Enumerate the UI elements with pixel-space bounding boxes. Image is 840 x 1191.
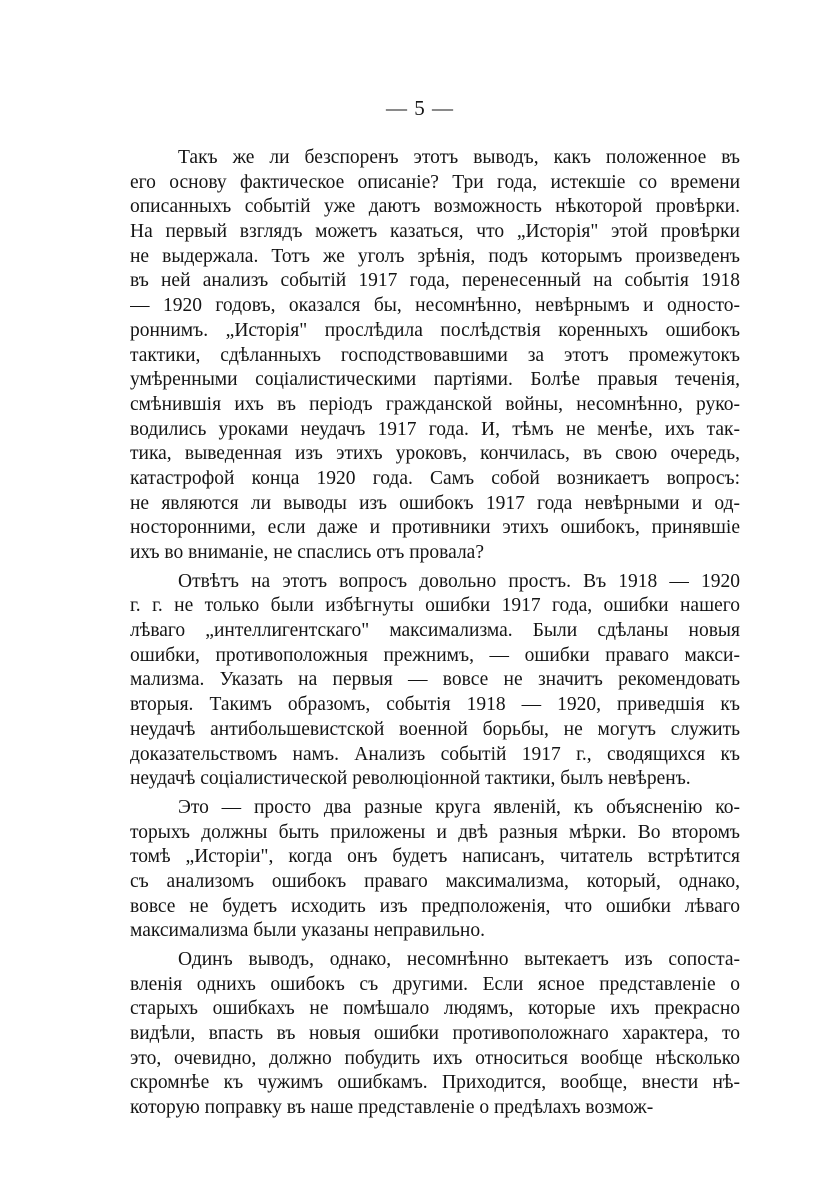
text-line: торыхъ должны быть приложены и двѣ разныя мѣрки. Во второмъ [130, 821, 740, 843]
text-line: не являются ли выводы изъ ошибокъ 1917 года невѣрными и од- [130, 492, 740, 514]
text-line: тика, выведенная изъ этихъ уроковъ, кончилась, въ свою очередь, [130, 443, 740, 465]
text-line: Это — просто два разные круга явленій, къ объясненію ко- [178, 796, 740, 818]
text-line: томѣ „Исторіи", когда онъ будетъ написанъ, читатель встрѣтится [130, 846, 740, 868]
text-line: описанныхъ событій уже даютъ возможность нѣкоторой провѣрки. [130, 196, 740, 218]
text-line: вовсе не будетъ исходить изъ предположенія, что ошибки лѣваго [130, 895, 740, 917]
text-line: роннимъ. „Исторія" прослѣдила послѣдствія коренныхъ ошибокъ [130, 319, 740, 341]
text-line: его основу фактическое описаніе? Три года, истекшіе со времени [130, 171, 740, 193]
text-line: — 1920 годовъ, оказался бы, несомнѣнно, невѣрнымъ и односто- [130, 295, 740, 317]
paragraph [130, 796, 740, 944]
text-line: мализма. Указать на первыя — вовсе не значитъ рекомендовать [130, 669, 740, 691]
text-line: лѣваго „интеллигентскаго" максимализма. Были сдѣланы новыя [130, 620, 740, 642]
text-line: скромнѣе къ чужимъ ошибкамъ. Приходится, вообще, внести нѣ- [130, 1072, 740, 1094]
text-line: старыхъ ошибкахъ не помѣшало людямъ, которые ихъ прекрасно [130, 998, 740, 1020]
text-line: Такъ же ли безспоренъ этотъ выводъ, какъ положенное въ [178, 147, 740, 168]
text-line: не выдержала. Тотъ же уголъ зрѣнія, подъ которымъ произведенъ [130, 245, 740, 267]
text-line: съ анализомъ ошибокъ праваго максимализма, который, однако, [130, 870, 740, 892]
text-line: видѣли, впасть въ новыя ошибки противоположнаго характера, то [130, 1023, 740, 1045]
text-line: которую поправку въ наше представленіе о предѣлахъ возмож- [130, 1097, 654, 1119]
paragraph [130, 146, 740, 566]
text-line: максимализма были указаны неправильно. [130, 920, 485, 942]
text-line: катастрофой конца 1920 года. Самъ собой возникаетъ вопросъ: [130, 467, 740, 489]
text-line: Отвѣтъ на этотъ вопросъ довольно простъ. Въ 1918 — 1920 [178, 570, 740, 592]
text-line: доказательствомъ намъ. Анализъ событій 1917 г., сводящихся къ [130, 743, 740, 765]
text-line: это, очевидно, должно побудить ихъ относиться вообще нѣсколько [130, 1047, 740, 1069]
text-line: смѣнившія ихъ въ періодъ гражданской войны, несомнѣнно, руко- [130, 393, 740, 415]
paragraph [130, 570, 740, 792]
text-line: Одинъ выводъ, однако, несомнѣнно вытекаетъ изъ сопоста- [178, 949, 740, 970]
text-line: носторонними, если даже и противники этихъ ошибокъ, принявшіе [130, 517, 740, 539]
text-line: г. г. не только были избѣгнуты ошибки 1917 года, ошибки нашего [130, 595, 740, 617]
text-line: неудачѣ соціалистической революціонной тактики, былъ невѣренъ. [130, 768, 691, 790]
text-line: водились уроками неудачъ 1917 года. И, тѣмъ не менѣе, ихъ так- [130, 418, 740, 440]
body-text [130, 146, 740, 1121]
text-line: тактики, сдѣланныхъ господствовавшими за этотъ промежутокъ [130, 344, 740, 366]
text-line: вторыя. Такимъ образомъ, событія 1918 — 1920, приведшія къ [130, 694, 740, 716]
page-number: — 5 — [386, 96, 454, 120]
text-line: неудачѣ антибольшевистской военной борьбы, не могутъ служить [130, 718, 740, 740]
text-line: умѣренными соціалистическими партіями. Болѣе правыя теченія, [130, 369, 740, 391]
text-line: ихъ во вниманіе, не спаслись отъ провала? [130, 542, 484, 563]
text-line: вленія однихъ ошибокъ съ другими. Если ясное представленіе о [130, 973, 740, 995]
paragraph [130, 948, 740, 1121]
text-line: На первый взглядъ можетъ казаться, что „Исторія" этой провѣрки [130, 221, 740, 243]
text-line: въ ней анализъ событій 1917 года, перенесенный на событія 1918 [130, 270, 740, 292]
text-line: ошибки, противоположныя прежнимъ, — ошибки праваго макси- [130, 644, 740, 666]
